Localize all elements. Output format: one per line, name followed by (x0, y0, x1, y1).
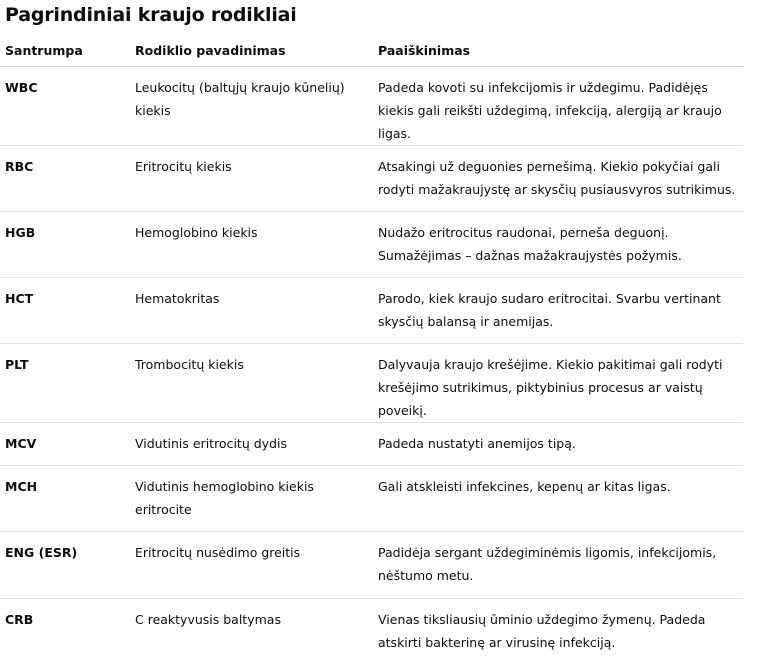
row-indicator-name: Eritrocitų nusėdimo greitis (126, 532, 373, 599)
table-row (0, 599, 743, 665)
table-row (0, 278, 743, 344)
row-indicator-name: Hemoglobino kiekis (126, 212, 373, 278)
row-abbreviation: HCT (0, 278, 126, 344)
row-indicator-name: Vidutinis eritrocitų dydis (126, 423, 373, 466)
row-abbreviation: WBC (0, 67, 126, 146)
blood-markers-table (0, 39, 743, 665)
row-abbreviation: MCH (0, 466, 126, 532)
row-explanation: Nudažo eritrocitus raudonai, perneša deguonį. Sumažėjimas – dažnas mažakraujystės požymis. (373, 212, 743, 278)
table-row (0, 146, 743, 212)
header-abbreviation: Santrumpa (0, 39, 126, 67)
header-explanation: Paaiškinimas (373, 39, 743, 67)
table-header-row (0, 39, 743, 67)
row-explanation: Padidėja sergant uždegiminėmis ligomis, infekcijomis, nėštumo metu. (373, 532, 743, 599)
row-explanation: Dalyvauja kraujo krešėjime. Kiekio pakitimai gali rodyti krešėjimo sutrikimus, piktybinius procesus ar vaistų poveikį. (373, 344, 743, 423)
row-indicator-name: Eritrocitų kiekis (126, 146, 373, 212)
row-indicator-name: Vidutinis hemoglobino kiekis eritrocite (126, 466, 373, 532)
row-abbreviation: HGB (0, 212, 126, 278)
row-explanation: Padeda nustatyti anemijos tipą. (373, 423, 743, 466)
row-indicator-name: Trombocitų kiekis (126, 344, 373, 423)
row-indicator-name: Hematokritas (126, 278, 373, 344)
row-explanation: Atsakingi už deguonies pernešimą. Kiekio pokyčiai gali rodyti mažakraujystę ar skysčių pusiausvyros sutrikimus. (373, 146, 743, 212)
table-row (0, 423, 743, 466)
row-explanation: Vienas tiksliausių ūminio uždegimo žymenų. Padeda atskirti bakterinę ar virusinę infekciją. (378, 612, 706, 650)
row-indicator-name: C reaktyvusis baltymas (135, 612, 281, 627)
table-row (0, 212, 743, 278)
table-row (0, 532, 743, 599)
table-row (0, 344, 743, 423)
row-explanation: Padeda kovoti su infekcijomis ir uždegimu. Padidėjęs kiekis gali reikšti uždegimą, infekciją, alergiją ar kraujo ligas. (373, 67, 743, 146)
row-explanation: Parodo, kiek kraujo sudaro eritrocitai. Svarbu vertinant skysčių balansą ir anemijas. (373, 278, 743, 344)
row-abbreviation: PLT (0, 344, 126, 423)
row-indicator-name: Leukocitų (baltųjų kraujo kūnelių) kiekis (126, 67, 373, 146)
row-abbreviation: ENG (ESR) (0, 532, 126, 599)
header-indicator-name: Rodiklio pavadinimas (126, 39, 373, 67)
row-abbreviation: RBC (0, 146, 126, 212)
table-row (0, 67, 743, 146)
row-explanation: Gali atskleisti infekcines, kepenų ar kitas ligas. (373, 466, 743, 532)
page-title: Pagrindiniai kraujo rodikliai (5, 4, 297, 26)
table-row (0, 466, 743, 532)
row-abbreviation: MCV (0, 423, 126, 466)
row-abbreviation: CRB (5, 612, 34, 627)
